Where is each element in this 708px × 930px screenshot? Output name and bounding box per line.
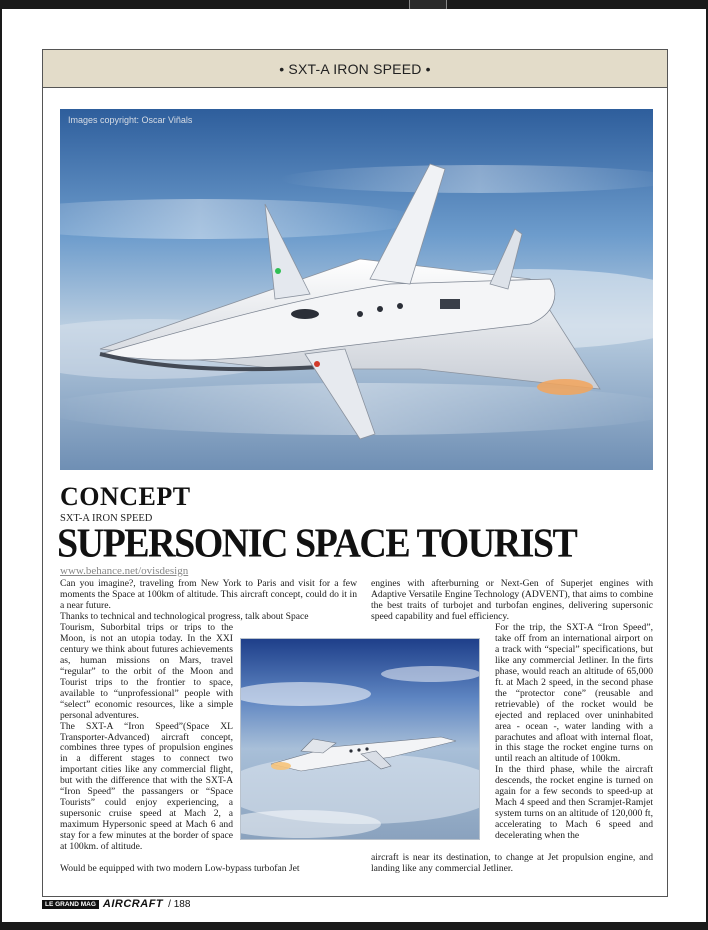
source-link[interactable]: www.behance.net/ovisdesign xyxy=(60,565,189,577)
section-banner xyxy=(43,50,667,88)
paragraph: Would be equipped with two modern Low-bypass turbofan Jet xyxy=(60,863,300,874)
article-frame xyxy=(42,49,668,897)
column-2-bottom xyxy=(371,853,653,875)
page-footer xyxy=(42,897,190,911)
inset-image xyxy=(240,638,480,840)
column-1-bottom xyxy=(60,864,357,875)
paragraph: engines with afterburning or Next-Gen of Superjet engines with Adaptive Versatile Engine Technology (ADVENT), that aims to combine the best traits of turbojet and turbofan engines, delivering supersonic speed capability and fuel efficiency. xyxy=(371,578,653,622)
paragraph: aircraft is near its destination, to change at Jet propulsion engine, and landing like any commercial Jetliner. xyxy=(371,852,653,874)
page-number: / 188 xyxy=(168,898,191,910)
paragraph: Can you imagine?, traveling from New York to Paris and visit for a few moments the Space at 100km of altitude. This aircraft concept, could do it in a near future. xyxy=(60,578,357,611)
inset-aircraft-illustration xyxy=(241,639,479,839)
hero-image xyxy=(60,109,653,470)
article-kicker: CONCEPT xyxy=(60,482,191,511)
paragraph: Thanks to technical and technological progress, talk about Space xyxy=(60,610,309,622)
article-subtitle: SXT-A IRON SPEED xyxy=(60,513,153,524)
column-2-narrow xyxy=(495,623,653,842)
magazine-name: AIRCRAFT xyxy=(102,898,164,910)
image-credit: Images copyright: Oscar Viñals xyxy=(68,115,193,125)
section-label: • SXT-A IRON SPEED • xyxy=(279,60,431,77)
paragraph: For the trip, the SXT-A “Iron Speed”, take off from an international airport on a track with “special” specifications, but like any commercial Jetliner. In the firts phase, would reach an altitude of 65,000 ft. at Mach 2 speed, in the second phase the “protector cone” (reusable and retrievable) of the rocket would be ejected and replaced over uninhabited area - ocean -, water landing with a parachutes and afloat with internal float, in this stage the rocket engine turns on until reach an altitude of 100km. xyxy=(495,622,653,765)
paragraph: Tourism, Suborbital trips or trips to the Moon, is not an utopia today. In the XXI century we think about futures achievements as, human missions on Mars, travel “regular” to the orbit of the Moon and Tourist trips to the frontier to space, available to “unprofessional” people with “select” economic resources, like a simple personal adventures. xyxy=(60,622,233,721)
article-title: SUPERSONIC SPACE TOURIST xyxy=(57,521,577,567)
hero-aircraft-illustration xyxy=(60,109,653,470)
footer-badge: LE GRAND MAG xyxy=(42,900,99,909)
column-1-narrow xyxy=(60,623,233,853)
column-2-top xyxy=(371,579,653,623)
column-1-top xyxy=(60,579,357,623)
paragraph: The SXT-A “Iron Speed”(Space XL Transporter-Advanced) aircraft concept, combines three types of propulsion engines in a different stages to connect two important cities like any commercial flight, but with the difference that with the SXT-A “Iron Speed” the passangers or “Space Tourists” could enjoy experiencing, a supersonic cruise speed at Mach 2, a maximum Hypersonic speed at Mach 6 and stay for a few minutes at the border of space at 100km. of altitude. xyxy=(60,720,233,853)
paragraph: In the third phase, while the aircraft descends, the rocket engine is turned on again for a few seconds to speed-up at Mach 4 speed and then Scramjet-Ramjet system turns on an altitude of 120,000 ft, accelerating to Mach 6 speed and decelerating when the xyxy=(495,764,653,842)
magazine-page xyxy=(2,9,706,922)
